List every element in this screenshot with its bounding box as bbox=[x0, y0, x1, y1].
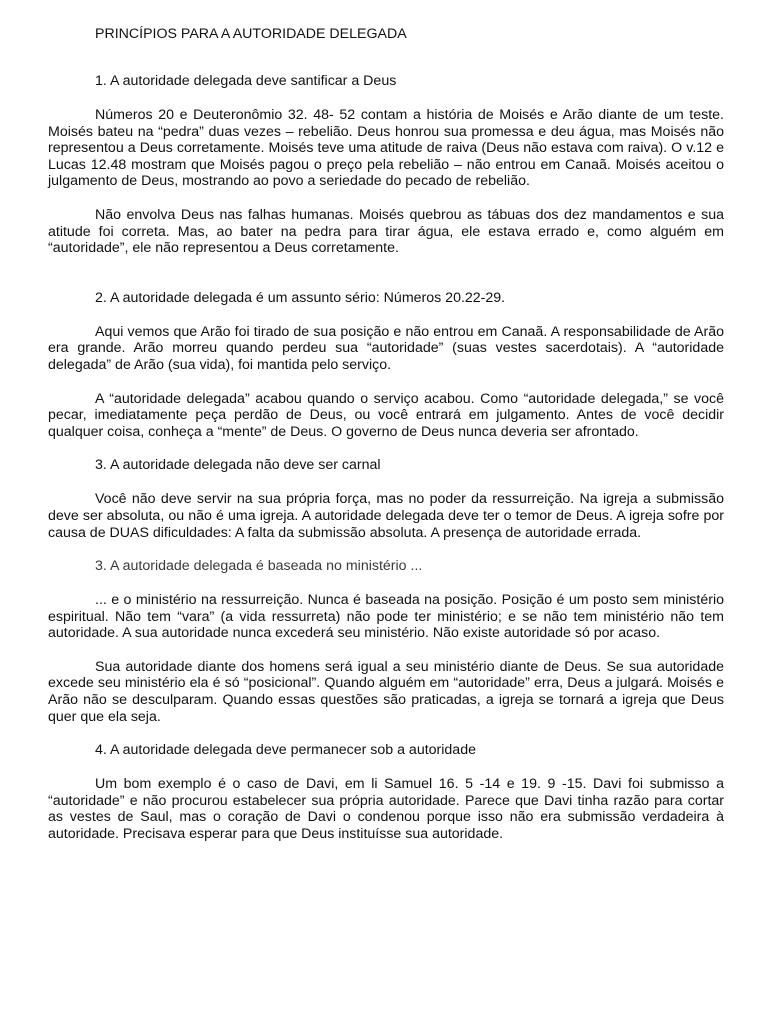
section-heading: 3. A autoridade delegada não deve ser carnal bbox=[95, 457, 381, 474]
body-paragraph: Não envolva Deus nas falhas humanas. Moisés quebrou as tábuas dos dez mandamentos e sua atitude foi correta. Mas, ao bater na pedra para tirar água, ele estava errado e, como alguém em “autoridade”, ele não representou a Deus corretamente. bbox=[48, 206, 724, 257]
section-heading: 4. A autoridade delegada deve permanecer sob a autoridade bbox=[95, 742, 476, 759]
body-paragraph: Aqui vemos que Arão foi tirado de sua posição e não entrou em Canaã. A responsabilidade de Arão era grande. Arão morreu quando perdeu sua “autoridade” (suas vestes sacerdotais). A “autoridade delegada” de Arão (sua vida), foi mantida pelo serviço. bbox=[48, 323, 724, 373]
body-paragraph: ... e o ministério na ressurreição. Nunca é baseada na posição. Posição é um posto sem ministério espiritual. Não tem “vara” (a vida ressurreta) não pode ter ministério; e se não tem ministério não tem autoridade. A sua autoridade nunca excederá seu ministério. Não existe autoridade só por acaso. bbox=[48, 592, 724, 642]
body-paragraph: Números 20 e Deuteronômio 32. 48- 52 contam a história de Moisés e Arão diante de um teste. Moisés bateu na “pedra” duas vezes – rebelião. Deus honrou sua promessa e deu água, mas Moisés não representou a Deus corretamente. Moisés teve uma atitude de raiva (Deus não estava com raiva). O v.12 e Lucas 12.48 mostram que Moisés pagou o preço pela rebelião – não entrou em Canaã. Moisés aceitou o julgamento de Deus, mostrando ao povo a seriedade do pecado de rebelião. bbox=[48, 107, 724, 190]
body-paragraph: A “autoridade delegada” acabou quando o serviço acabou. Como “autoridade delegada,” se você pecar, imediatamente peça perdão de Deus, ou você entrará em julgamento. Antes de você decidir qualquer coisa, conheça a “mente” de Deus. O governo de Deus nunca deveria ser afrontado. bbox=[48, 390, 724, 440]
body-paragraph: Um bom exemplo é o caso de Davi, em li Samuel 16. 5 -14 e 19. 9 -15. Davi foi submisso a “autoridade” e não procurou estabelecer sua própria autoridade. Parece que Davi tinha razão para cortar as vestes de Saul, mas o coração de Davi o condenou porque isso não era submissão verdadeira à autoridade. Precisava esperar para que Deus instituísse sua autoridade. bbox=[48, 776, 724, 843]
section-heading: 2. A autoridade delegada é um assunto sério: Números 20.22-29. bbox=[95, 289, 506, 306]
body-paragraph: Sua autoridade diante dos homens será igual a seu ministério diante de Deus. Se sua autoridade excede seu ministério ela é só “posicional”. Quando alguém em “autoridade” erra, Deus a julgará. Moisés e Arão não se desculparam. Quando essas questões são praticadas, a igreja se tornará a igreja que Deus quer que ela seja. bbox=[48, 658, 724, 725]
document-title: PRINCÍPIOS PARA A AUTORIDADE DELEGADA bbox=[95, 26, 407, 42]
body-paragraph: Você não deve servir na sua própria força, mas no poder da ressurreição. Na igreja a submissão deve ser absoluta, ou não é uma igreja. A autoridade delegada deve ter o temor de Deus. A igreja sofre por causa de DUAS dificuldades: A falta da submissão absoluta. A presença de autoridade errada. bbox=[48, 491, 724, 541]
section-heading: 3. A autoridade delegada é baseada no ministério ... bbox=[95, 558, 423, 575]
section-heading: 1. A autoridade delegada deve santificar a Deus bbox=[95, 73, 397, 89]
